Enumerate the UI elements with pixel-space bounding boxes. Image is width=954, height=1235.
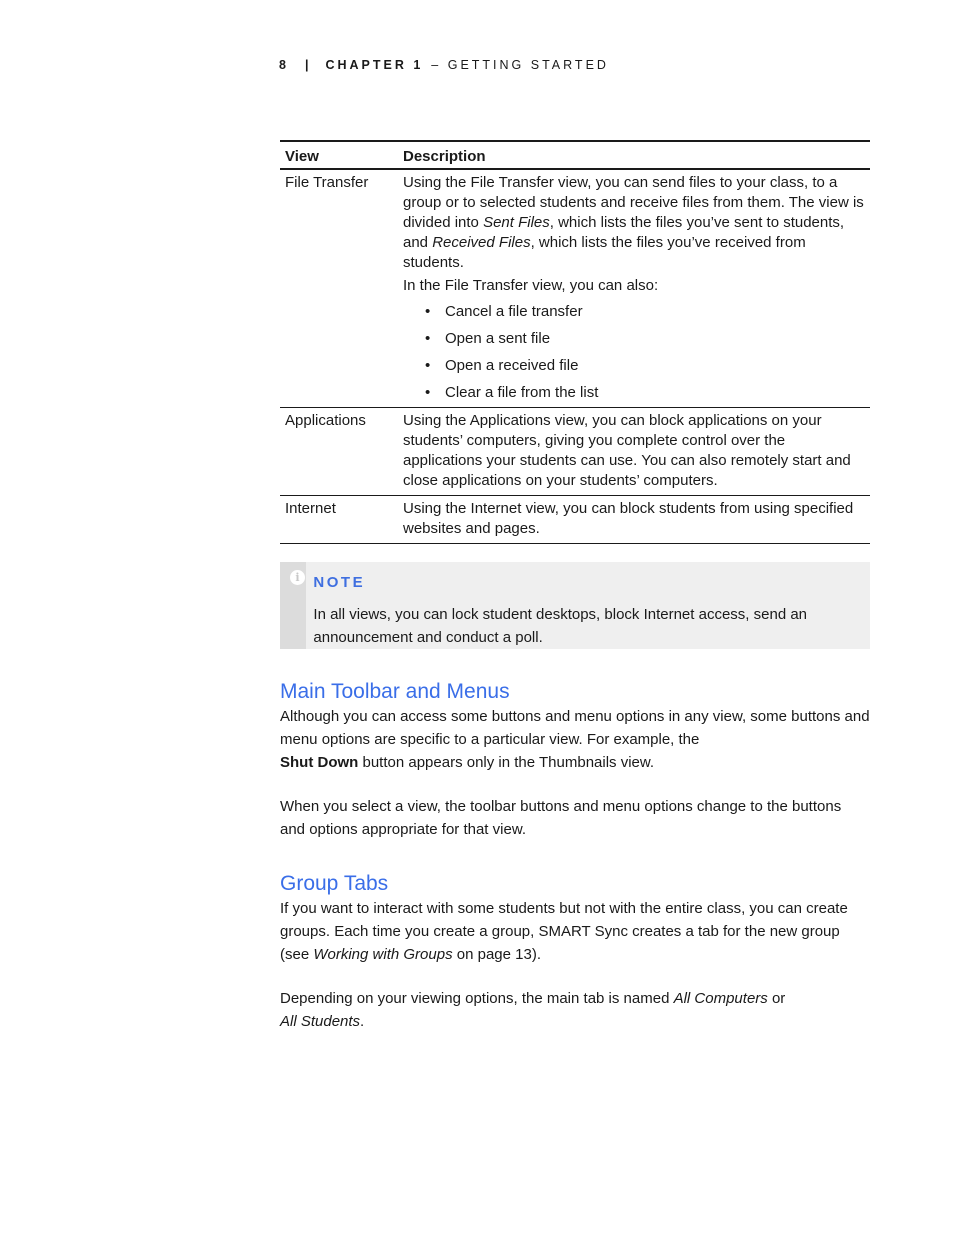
received-files-term: Received Files <box>432 234 531 251</box>
file-transfer-bullets <box>403 302 865 403</box>
section-group-tabs <box>280 871 870 1033</box>
page-content <box>280 140 870 1033</box>
section-main-toolbar <box>280 679 870 841</box>
header-separator: | <box>304 58 312 72</box>
text-span: , which lists the files you’ve sent to students, and <box>403 214 845 251</box>
shut-down-term: Shut Down <box>280 754 359 771</box>
file-transfer-paragraph <box>403 173 865 273</box>
list-item: • Clear a file from the list <box>425 383 865 403</box>
text-span: on page 13). <box>452 946 541 963</box>
page-number: 8 <box>279 58 289 72</box>
list-item: • Cancel a file transfer <box>425 302 865 322</box>
view-name-applications: Applications <box>280 408 398 496</box>
text-span: Using the File Transfer view, you can send files to your class, to a group or to selected students and receive files from them. The view is divided into <box>403 174 864 231</box>
text-span: . <box>360 1013 365 1030</box>
view-description-applications: Using the Applications view, you can block applications on your students’ computers, giving you complete control over the applications your students can use. You can also remotely start and close applications on your students’ computers. <box>398 408 870 496</box>
table-header-row <box>280 141 870 169</box>
text-span: button appears only in the Thumbnails view. <box>358 754 655 771</box>
note-title: NOTE <box>313 574 366 591</box>
section-heading-main-toolbar: Main Toolbar and Menus <box>280 680 510 703</box>
text-span: If you want to interact with some students but not with the entire class, you can create groups. Each time you create a group, SMART Sync creates a tab for the new group (see <box>280 900 848 963</box>
views-table <box>280 140 870 544</box>
text-span: Although you can access some buttons and menu options in any view, some buttons and menu options are specific to a particular view. For example, the <box>280 708 870 748</box>
note-box <box>280 562 870 649</box>
table-row <box>280 496 870 544</box>
all-students-term: All Students <box>280 1013 361 1030</box>
file-transfer-intro: In the File Transfer view, you can also: <box>403 277 659 294</box>
sent-files-term: Sent Files <box>483 214 550 231</box>
all-computers-term: All Computers <box>673 990 768 1007</box>
main-toolbar-paragraph-2: When you select a view, the toolbar buttons and menu options change to the buttons and options appropriate for that view. <box>280 798 842 838</box>
column-header-description: Description <box>398 141 870 169</box>
view-description-file-transfer <box>398 169 870 408</box>
group-tabs-paragraph-2 <box>280 987 870 1033</box>
view-description-internet: Using the Internet view, you can block students from using specified websites and pages. <box>398 496 870 544</box>
page-header <box>279 58 609 72</box>
table-row <box>280 169 870 408</box>
chapter-label: CHAPTER 1 <box>325 58 424 72</box>
chapter-title: – GETTING STARTED <box>431 58 609 72</box>
text-span: or <box>767 990 786 1007</box>
view-name-internet: Internet <box>280 496 398 544</box>
group-tabs-paragraph-1 <box>280 897 870 966</box>
list-item: • Open a received file <box>425 356 865 376</box>
view-name-file-transfer: File Transfer <box>280 169 398 408</box>
note-sidebar <box>280 562 306 649</box>
text-span: Depending on your viewing options, the main tab is named <box>280 990 674 1007</box>
section-heading-group-tabs: Group Tabs <box>280 872 389 895</box>
text-span: , which lists the files you’ve received from students. <box>403 234 806 271</box>
working-with-groups-reference[interactable]: Working with Groups <box>313 946 453 963</box>
column-header-view: View <box>280 141 398 169</box>
table-row <box>280 408 870 496</box>
list-item: • Open a sent file <box>425 329 865 349</box>
info-icon: i <box>290 570 305 585</box>
note-body <box>306 562 870 649</box>
main-toolbar-paragraph-1 <box>280 705 870 774</box>
note-text: In all views, you can lock student desktops, block Internet access, send an announcement and conduct a poll. <box>313 606 808 646</box>
